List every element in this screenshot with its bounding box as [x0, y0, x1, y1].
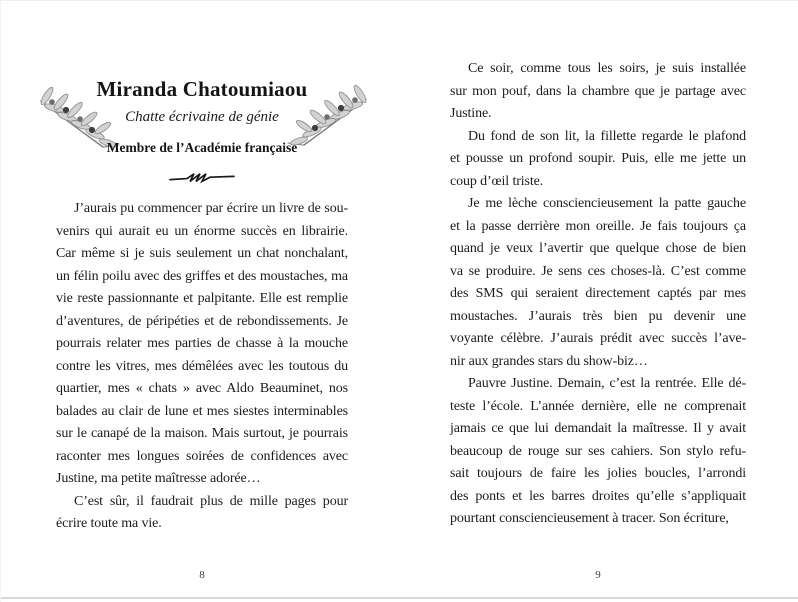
right-page-body: [450, 58, 746, 531]
text-line: pourtant consciencieusement à tracer. Son écriture,: [450, 511, 729, 526]
text-line: Car même si je suis seulement un chat nonchalant,: [56, 246, 348, 261]
text-line: venirs qui aurait eu un énorme succès en librairie.: [56, 223, 348, 239]
text-line: Ce soir, comme tous les soirs, je suis installée: [468, 61, 746, 76]
page-number-left: 8: [199, 569, 205, 581]
text-line: contre les vitres, mes démêlées avec les toutous du: [56, 358, 348, 374]
text-line: jamais ce que lui demandait la maîtresse. Il y avait: [450, 421, 746, 436]
text-line: d’aventures, de péripéties et de rebondissements. Je: [56, 313, 348, 329]
right-page: [450, 1, 746, 602]
text-line: beaucoup de rouge sur ses cahiers. Son stylo refu-: [450, 443, 746, 459]
text-line: sur le canapé de la maison. Mais surtout, je pourrais: [56, 426, 348, 441]
text-line: J’aurais pu commencer par écrire un livre de sou-: [74, 201, 348, 216]
author-name: Miranda Chatoumiaou: [96, 77, 308, 101]
text-line: coup d’œil triste.: [450, 173, 544, 189]
text-line: vie reste passionnante et palpitante. Elle est remplie: [56, 291, 348, 306]
text-line: moustaches. J’aurais très bien pu devenir une: [450, 308, 746, 324]
text-line: et pousse un profond soupir. Puis, elle me jette un: [450, 151, 746, 166]
text-line: quartier, mes « chats » avec Aldo Beauminet, nos: [56, 381, 348, 396]
text-line: nir aux grandes stars du show-biz…: [450, 353, 648, 369]
text-line: et la passe derrière mon oreille. Je fais toujours ça: [450, 218, 746, 234]
text-line: Pauvre Justine. Demain, c’est la rentrée. Elle dé-: [468, 376, 746, 391]
left-page-body: [56, 198, 348, 536]
left-page: [56, 1, 348, 602]
text-line: balades au clair de lune et mes siestes interminables: [56, 403, 348, 419]
text-line: Justine.: [450, 106, 492, 121]
text-line: sur mon pouf, dans la chambre que je partage avec: [450, 83, 746, 99]
text-line: des ponts et les barres droites qu’elle s’appliquait: [450, 488, 746, 504]
text-line: sait toujours de faire les jolies boucles, l’arrondi: [450, 466, 746, 481]
text-line: teste l’école. L’année dernière, elle ne comprenait: [450, 398, 746, 414]
text-line: un félin poilu avec des griffes et des moustaches, ma: [56, 268, 348, 284]
text-line: Du fond de son lit, la fillette regarde le plafond: [468, 128, 746, 144]
page-number-right: 9: [595, 569, 601, 581]
window-bottom-edge: [1, 597, 798, 599]
text-line: quand je veux l’avertir que quelque chose de bien: [450, 241, 746, 256]
text-line: raconter mes longues soirées de confidences avec: [56, 448, 348, 464]
text-line: C’est sûr, il faudrait plus de mille pages pour: [74, 493, 348, 509]
text-line: des SMS qui seraient directement captés par mes: [450, 286, 746, 301]
text-line: voyante célèbre. J’aurais prédit avec succès l’ave-: [450, 331, 746, 346]
text-line: Je me lèche consciencieusement la patte gauche: [468, 196, 746, 211]
twist-divider-icon: [56, 172, 348, 184]
text-line: Justine, ma petite maîtresse adorée…: [56, 471, 261, 486]
author-credential: Membre de l’Académie française: [106, 140, 298, 155]
text-line: pourrais relater mes parties de chasse à la mouche: [56, 336, 348, 351]
text-line: va se produire. Je sens ces choses-là. C’est comme: [450, 263, 746, 279]
text-line: écrire toute ma vie.: [56, 516, 162, 531]
author-role: Chatte écrivaine de génie: [125, 109, 279, 125]
